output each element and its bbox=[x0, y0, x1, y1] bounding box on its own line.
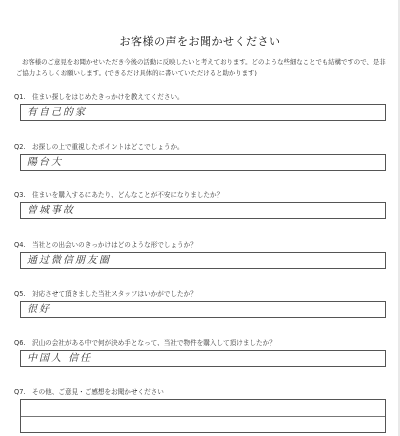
question-7 bbox=[14, 387, 390, 433]
handwritten-answer: 中国人 信任 bbox=[27, 353, 93, 364]
question-number: Q3. bbox=[14, 191, 26, 199]
question-text: 住まいを購入するにあたり、どんなことが不安になりましたか？ bbox=[32, 191, 224, 199]
question-number: Q5. bbox=[14, 290, 26, 298]
question-5 bbox=[14, 289, 390, 318]
handwritten-answer: 通过微信朋友圈 bbox=[27, 255, 111, 266]
question-2 bbox=[14, 142, 390, 171]
answer-box-7[interactable] bbox=[20, 399, 386, 433]
question-1 bbox=[14, 92, 390, 121]
handwritten-answer: 很好 bbox=[27, 304, 51, 315]
question-number: Q1. bbox=[14, 93, 26, 101]
question-text: 沢山の会社がある中で何が決め手となって、当社で物件を購入して頂けましたか？ bbox=[32, 339, 276, 347]
page-title: お客様の声をお聞かせください bbox=[119, 35, 281, 48]
answer-box-2[interactable] bbox=[20, 154, 386, 171]
question-text: その他、ご意見・ご感想をお聞かせください bbox=[32, 388, 164, 396]
handwritten-answer: 陽台大 bbox=[27, 157, 63, 168]
handwritten-answer: 有自己的家 bbox=[27, 107, 87, 118]
handwritten-answer: 曾城事故 bbox=[27, 205, 75, 216]
question-text: 対応させて頂きました当社スタッフはいかがでしたか？ bbox=[32, 290, 197, 298]
question-number: Q2. bbox=[14, 143, 26, 151]
question-text: お探しの上で重視したポイントはどこでしょうか。 bbox=[32, 143, 184, 151]
answer-box-6[interactable] bbox=[20, 350, 386, 367]
question-text: 住まい探しをはじめたきっかけを教えてください。 bbox=[32, 93, 184, 101]
question-5-label bbox=[14, 289, 390, 299]
answer-box-4[interactable] bbox=[20, 252, 386, 269]
question-3-label bbox=[14, 190, 390, 200]
question-3 bbox=[14, 190, 390, 219]
answer-box-divider bbox=[21, 416, 385, 417]
question-4 bbox=[14, 240, 390, 269]
answer-box-1[interactable] bbox=[20, 104, 386, 121]
question-number: Q4. bbox=[14, 241, 26, 249]
question-6-label bbox=[14, 338, 390, 348]
answer-box-5[interactable] bbox=[20, 301, 386, 318]
question-number: Q7. bbox=[14, 388, 26, 396]
question-1-label bbox=[14, 92, 390, 102]
question-6 bbox=[14, 338, 390, 367]
answer-box-3[interactable] bbox=[20, 202, 386, 219]
question-number: Q6. bbox=[14, 339, 26, 347]
question-4-label bbox=[14, 240, 390, 250]
question-2-label bbox=[14, 142, 390, 152]
question-7-label bbox=[14, 387, 390, 397]
question-text: 当社との出会いのきっかけはどのような形でしょうか？ bbox=[32, 241, 197, 249]
intro-text: お客様のご意見をお聞かせいただき今後の活動に反映したいと考えております。どのような些細なことでも結構ですので、是非ご協力よろしくお願いします。(できるだけ具体的に書いていただけると助かります) bbox=[16, 58, 386, 77]
